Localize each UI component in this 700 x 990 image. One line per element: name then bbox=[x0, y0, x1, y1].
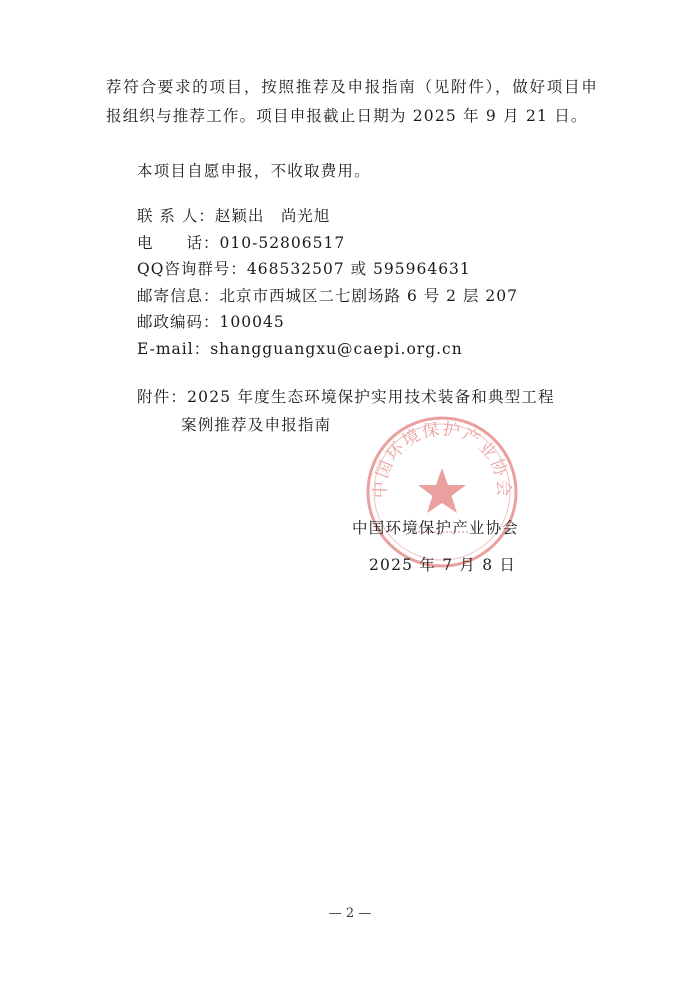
contact-row-qq bbox=[137, 256, 518, 283]
contact-row-address bbox=[137, 283, 518, 310]
contact-label: E-mail： bbox=[137, 339, 211, 358]
body-paragraph-2: 本项目自愿申报，不收取费用。 bbox=[137, 162, 371, 180]
attachment-line-1: 附件：2025 年度生态环境保护实用技术装备和典型工程 bbox=[137, 388, 555, 406]
contact-value: shangguangxu@caepi.org.cn bbox=[210, 339, 463, 358]
attachment-line-2: 案例推荐及申报指南 bbox=[181, 416, 332, 434]
contact-label: 电 话： bbox=[137, 233, 220, 252]
contact-row-phone bbox=[137, 230, 518, 257]
contact-value: 100045 bbox=[219, 313, 285, 331]
contact-row-email bbox=[137, 336, 518, 363]
svg-text:中国环境保护产业协会: 中国环境保护产业协会 bbox=[370, 419, 514, 499]
body-paragraph-1: 荐符合要求的项目，按照推荐及申报指南（见附件），做好项目申报组织与推荐工作。项目申报截止日期为 2025 年 9 月 21 日。 bbox=[106, 78, 598, 125]
contact-value: 北京市西城区二七剧场路 6 号 2 层 207 bbox=[219, 286, 518, 305]
page-number: — 2 — bbox=[328, 906, 372, 921]
signing-date: 2025 年 7 月 8 日 bbox=[369, 556, 517, 574]
contact-block bbox=[137, 203, 518, 362]
contact-label: 邮寄信息： bbox=[137, 286, 220, 305]
contact-label: 邮政编码： bbox=[137, 313, 220, 331]
contact-row-person bbox=[137, 203, 518, 230]
contact-row-postcode bbox=[137, 309, 518, 336]
contact-value: 010-52806517 bbox=[219, 233, 346, 252]
contact-label: QQ咨询群号： bbox=[137, 260, 247, 278]
contact-label: 联 系 人： bbox=[137, 207, 215, 225]
official-seal-icon bbox=[362, 412, 522, 572]
contact-value: 468532507 或 595964631 bbox=[246, 260, 471, 278]
contact-value: 赵颖出 尚光旭 bbox=[214, 207, 331, 225]
signing-organization: 中国环境保护产业协会 bbox=[352, 519, 520, 537]
